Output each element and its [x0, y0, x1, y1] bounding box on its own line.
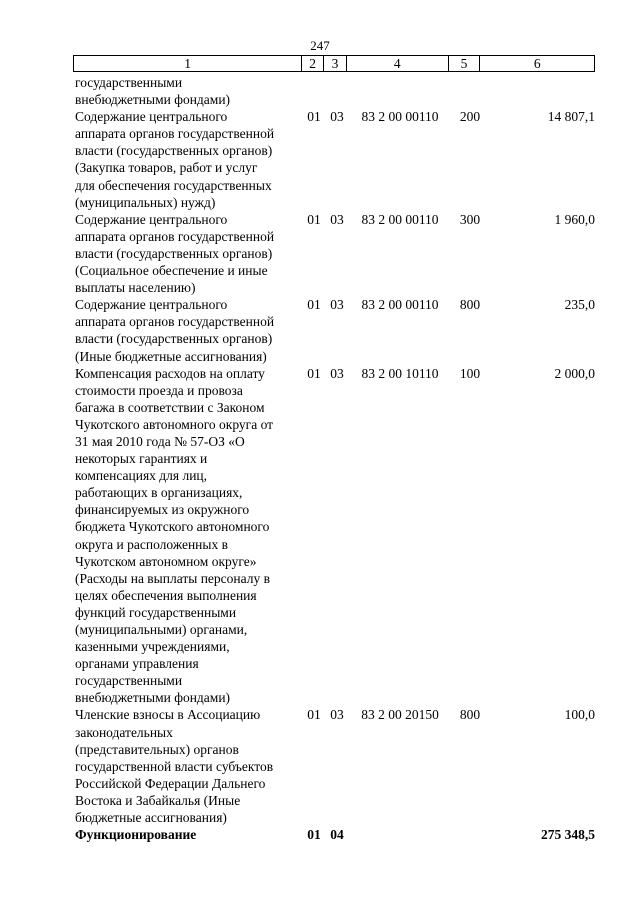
header-col-2: 2	[302, 56, 324, 71]
header-col-6: 6	[533, 56, 541, 71]
budget-table	[75, 74, 595, 843]
row-podrazdel: 03	[330, 109, 344, 125]
row-name: Содержание центрального аппарата органов государственной власти (государственных органов) (Иные бюджетные ассигнования)	[75, 297, 275, 364]
row-name: Содержание центрального аппарата органов государственной власти (государственных органов) (Социальное обеспечение и иные выплаты населению)	[75, 211, 275, 296]
page-number: 247	[310, 38, 330, 53]
row-sum: 100,0	[564, 707, 595, 723]
row-vr: 800	[459, 297, 481, 313]
row-name: Содержание центрального аппарата органов государственной власти (государственных органов) (Закупка товаров, работ и услуг для обеспечения государственных (муниципальных) нужд)	[75, 109, 275, 210]
header-col-1: 1	[74, 56, 302, 71]
row-name: Членские взносы в Ассоциацию законодательных (представительных) органов государственной власти субъектов Российской Федерации Дальнего Востока и Забайкалья (Иные бюджетные ассигнования)	[75, 707, 274, 826]
table-row	[75, 211, 595, 296]
header-col-4: 4	[347, 56, 449, 71]
row-razdel: 01	[307, 827, 321, 843]
row-vr: 200	[459, 109, 481, 125]
row-podrazdel: 03	[330, 365, 344, 381]
row-csr: 83 2 00 00110	[361, 109, 439, 125]
row-podrazdel: 04	[330, 827, 344, 843]
table-row-section-total	[75, 826, 595, 843]
row-csr: 83 2 00 00110	[361, 297, 439, 313]
table-row	[75, 365, 595, 707]
row-vr: 300	[459, 211, 481, 227]
row-sum: 2 000,0	[554, 365, 595, 381]
row-razdel: 01	[307, 707, 321, 723]
table-row	[75, 706, 595, 826]
row-sum: 235,0	[564, 297, 595, 313]
row-sum: 275 348,5	[541, 827, 595, 843]
row-razdel: 01	[307, 109, 321, 125]
table-row	[75, 108, 595, 211]
row-vr: 800	[459, 707, 481, 723]
table-header	[73, 55, 595, 72]
row-sum: 14 807,1	[547, 109, 595, 125]
row-podrazdel: 03	[330, 211, 344, 227]
row-sum: 1 960,0	[554, 211, 595, 227]
row-podrazdel: 03	[330, 297, 344, 313]
row-vr: 100	[459, 365, 481, 381]
table-row	[75, 296, 595, 364]
row-razdel: 01	[307, 211, 321, 227]
header-col-3: 3	[324, 56, 347, 71]
row-razdel: 01	[307, 297, 321, 313]
table-row	[75, 74, 595, 108]
row-name: государственными внебюджетными фондами)	[75, 75, 231, 108]
row-csr: 83 2 00 20150	[361, 707, 439, 723]
row-name: Функционирование	[75, 827, 197, 843]
header-col-5: 5	[449, 56, 481, 71]
row-csr: 83 2 00 10110	[361, 365, 439, 381]
row-razdel: 01	[307, 365, 321, 381]
row-podrazdel: 03	[330, 707, 344, 723]
row-csr: 83 2 00 00110	[361, 211, 439, 227]
row-name: Компенсация расходов на оплату стоимости проезда и провоза багажа в соответствии с Законом Чукотского автономного округа от 31 мая 2010 года № 57-ОЗ «О некоторых гарантиях и компенсациях для лиц, работающих в организациях, финансируемых из окружного бюджета Чукотского автономного округа и расположенных в Чукотском автономном округе» (Расходы на выплаты персоналу в целях обеспечения выполнения функций государственными (муниципальными) органами, казенными учреждениями, органами управления государственными внебюджетными фондами)	[75, 365, 274, 706]
